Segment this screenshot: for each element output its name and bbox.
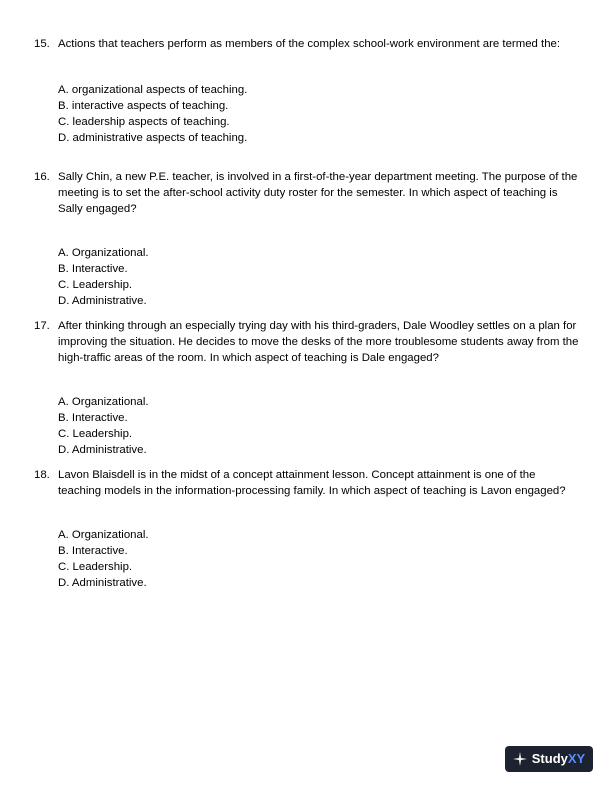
question-text: Lavon Blaisdell is in the midst of a concept attainment lesson. Concept attainment is one of the teaching models in the information-processing family. In which aspect of teaching is Lavon engaged? [58, 469, 566, 497]
option-d: D. Administrative. [58, 444, 147, 456]
answer-options [58, 245, 579, 309]
question-number: 15. [34, 38, 50, 50]
brand-name-xy: XY [567, 751, 586, 766]
answer-options [58, 82, 579, 146]
option-a: A. organizational aspects of teaching. [58, 84, 248, 96]
option-b: B. Interactive. [58, 263, 128, 275]
question-number: 16. [34, 171, 50, 183]
option-b: B. interactive aspects of teaching. [58, 100, 229, 112]
option-c: C. Leadership. [58, 279, 133, 291]
option-a: A. Organizational. [58, 529, 149, 541]
option-c: C. Leadership. [58, 561, 133, 573]
answer-options [58, 394, 579, 458]
studyxy-logo-badge[interactable] [505, 746, 593, 772]
question-text: Sally Chin, a new P.E. teacher, is involved in a first-of-the-year department meeting. The purpose of the meeting is to set the after-school activity duty roster for the semester. In which aspect of teaching is Sally engaged? [58, 171, 578, 215]
option-c: C. leadership aspects of teaching. [58, 116, 230, 128]
option-c: C. Leadership. [58, 428, 133, 440]
brand-name-study: Study [531, 751, 568, 766]
plus-star-icon [513, 752, 527, 766]
option-d: D. administrative aspects of teaching. [58, 132, 248, 144]
question-15 [34, 36, 579, 146]
option-a: A. Organizational. [58, 396, 149, 408]
question-17 [34, 318, 579, 458]
question-16 [34, 169, 579, 309]
answer-options [58, 527, 579, 591]
option-b: B. Interactive. [58, 545, 128, 557]
option-d: D. Administrative. [58, 577, 147, 589]
question-text: After thinking through an especially trying day with his third-graders, Dale Woodley settles on a plan for improving the situation. He decides to move the desks of the more troublesome students away from the high-traffic areas of the room. In which aspect of teaching is Dale engaged? [58, 320, 579, 364]
question-text: Actions that teachers perform as members of the complex school-work environment are termed the: [58, 38, 561, 50]
question-number: 17. [34, 320, 50, 332]
option-b: B. Interactive. [58, 412, 128, 424]
question-number: 18. [34, 469, 50, 481]
option-a: A. Organizational. [58, 247, 149, 259]
option-d: D. Administrative. [58, 295, 147, 307]
question-18 [34, 467, 579, 591]
